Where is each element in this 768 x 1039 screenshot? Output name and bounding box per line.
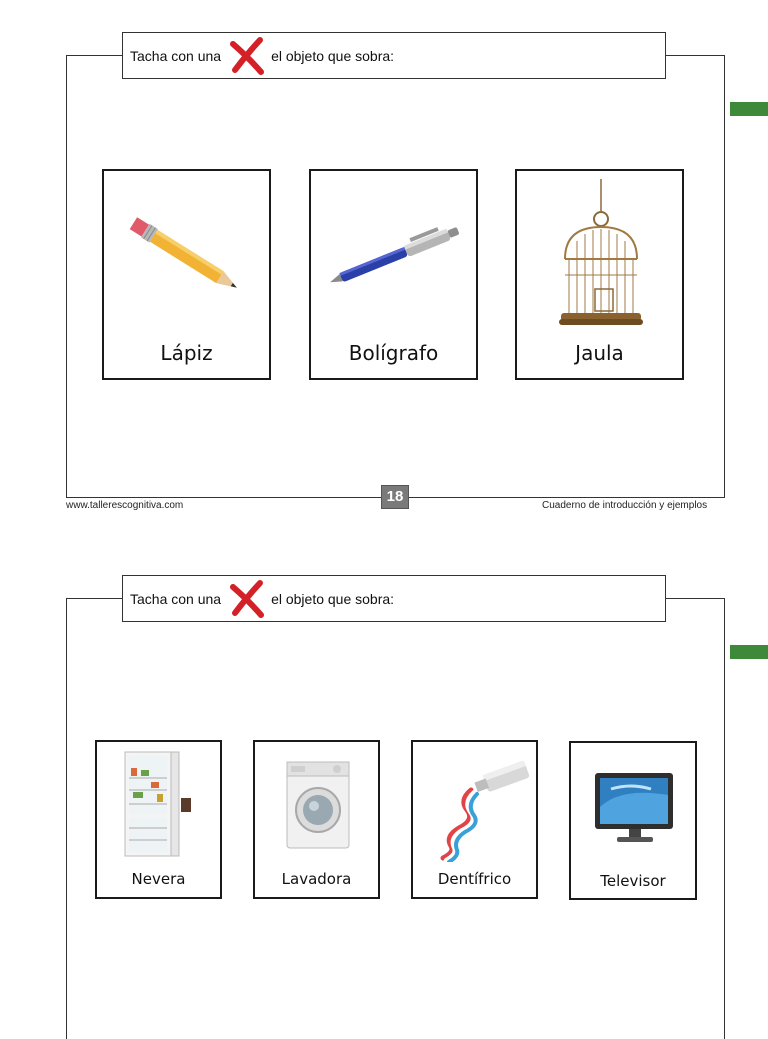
- bottom-green-tab: [730, 645, 768, 659]
- footer-title: Cuaderno de introducción y ejemplos: [542, 500, 708, 511]
- card-pencil[interactable]: [102, 169, 271, 380]
- toothpaste-icon: [419, 750, 533, 862]
- card-label: Bolígrafo: [348, 341, 439, 365]
- footer-website: www.tallerescognitiva.com: [66, 500, 184, 511]
- card-label: Lavadora: [281, 870, 352, 888]
- card-pen[interactable]: [309, 169, 478, 380]
- pen-icon: [321, 211, 469, 301]
- red-cross-icon: [227, 36, 267, 76]
- fridge-icon: [121, 748, 199, 860]
- television-icon: [591, 767, 679, 847]
- instruction-text-after: el objeto que sobra:: [271, 47, 395, 64]
- instruction-text-before: Tacha con una: [130, 590, 222, 607]
- top-green-tab: [730, 102, 768, 116]
- instruction-text-before: Tacha con una: [130, 47, 222, 64]
- card-toothpaste[interactable]: [411, 740, 538, 899]
- card-fridge[interactable]: [95, 740, 222, 899]
- card-label: Lápiz: [160, 341, 213, 365]
- card-television[interactable]: [569, 741, 697, 900]
- card-birdcage[interactable]: [515, 169, 684, 380]
- instruction-text-after: el objeto que sobra:: [271, 590, 395, 607]
- top-instruction-banner: [122, 32, 666, 79]
- card-label: Dentífrico: [437, 870, 512, 888]
- card-label: Jaula: [575, 341, 624, 365]
- washing-machine-icon: [283, 758, 353, 854]
- card-label: Nevera: [131, 870, 186, 888]
- card-label: Televisor: [600, 872, 666, 890]
- bottom-instruction-banner: [122, 575, 666, 622]
- birdcage-icon: [555, 179, 647, 329]
- pencil-icon: [116, 201, 256, 311]
- card-washing-machine[interactable]: [253, 740, 380, 899]
- page-number-badge: 18: [381, 485, 409, 509]
- red-cross-icon: [227, 579, 267, 619]
